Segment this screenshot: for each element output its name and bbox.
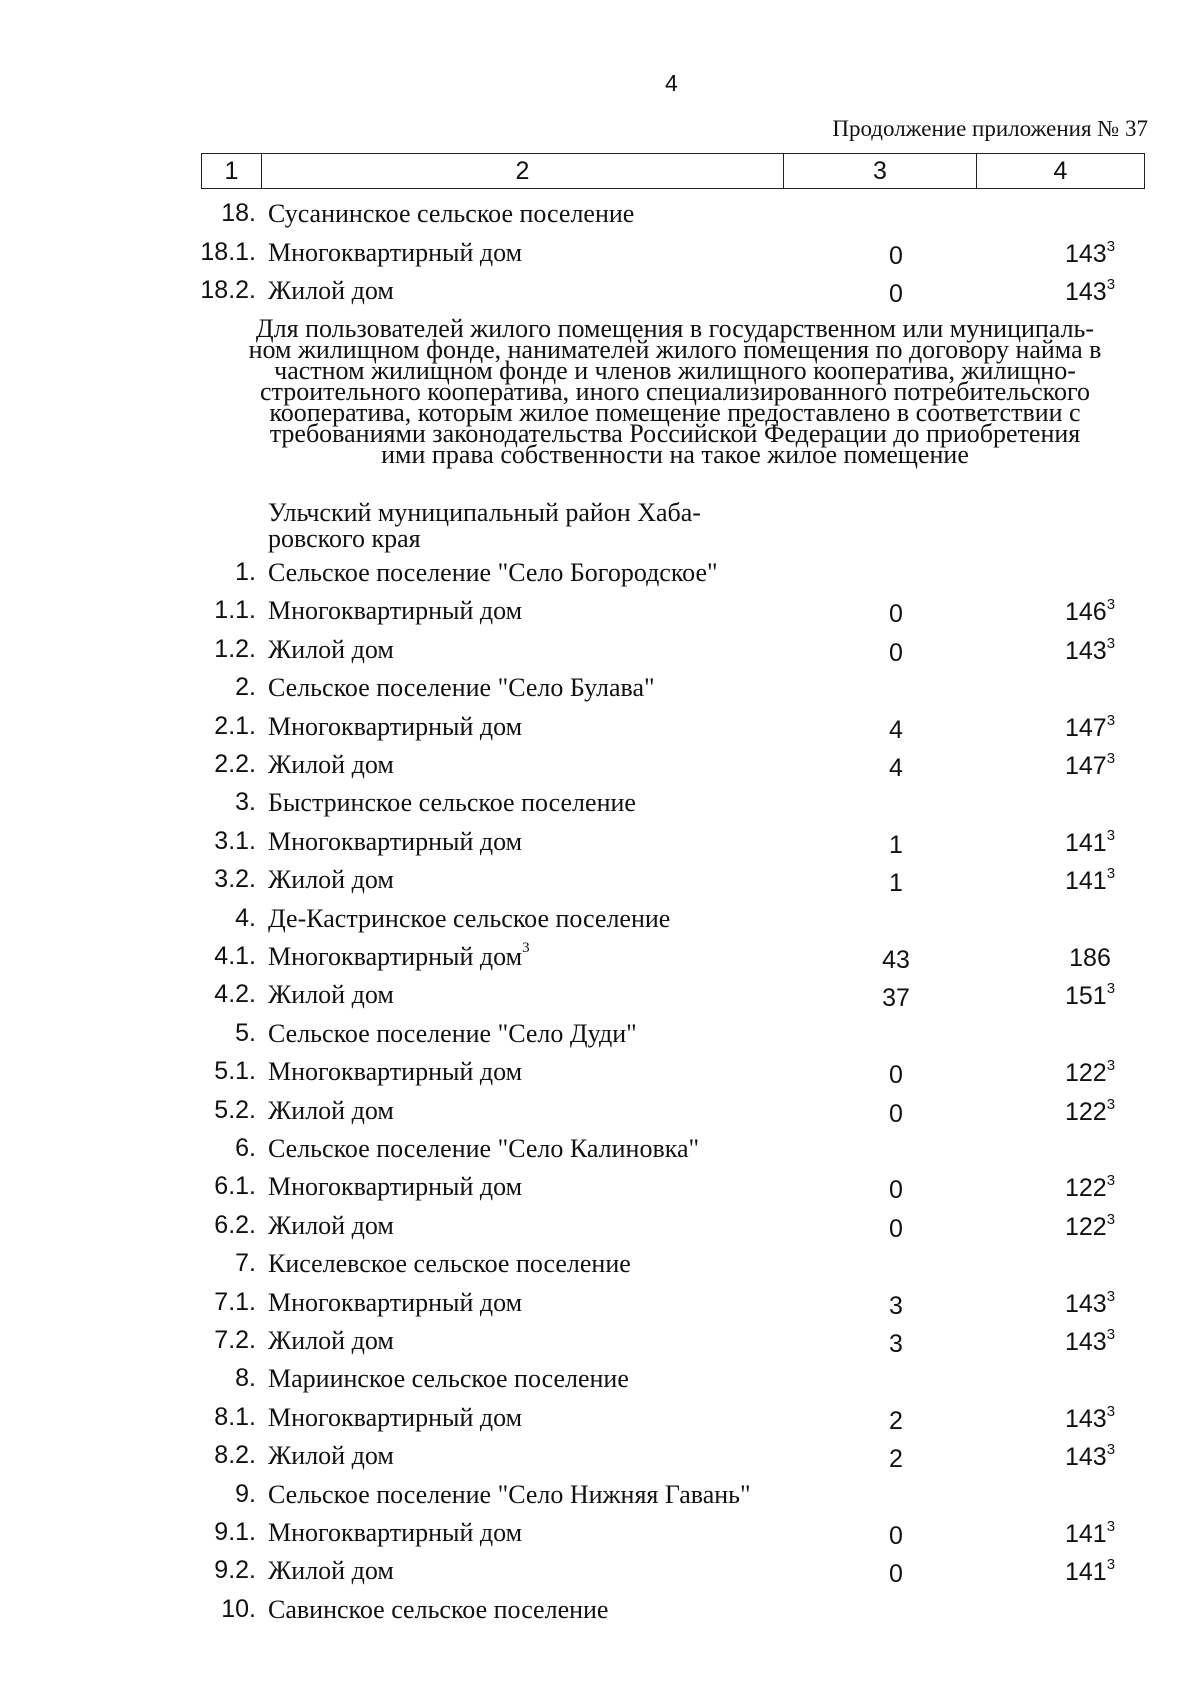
row-value-col4: [1025, 1059, 1155, 1088]
row-value-col3: 2: [889, 1406, 903, 1435]
row-number: 7.: [235, 1249, 256, 1278]
table-row: [0, 750, 1200, 788]
table-row: [0, 673, 1200, 711]
row-label-text: Быстринское сельское поселение: [268, 788, 636, 818]
table-row: [0, 788, 1200, 826]
row-label-text: Жилой дом: [268, 1441, 394, 1471]
table-row: [0, 1057, 1200, 1095]
row-number: 2.1.: [214, 711, 256, 740]
row-number: 1.1.: [214, 596, 256, 625]
table-row: [0, 942, 1200, 980]
note-line: строительного кооператива, иного специализированного потребительского: [259, 377, 1091, 406]
table-row: [0, 1556, 1200, 1594]
row-number: 7.1.: [214, 1287, 256, 1316]
row-label-text: Жилой дом: [268, 865, 394, 895]
note-line: кооператива, которым жилое помещение предоставлено в соответствии с: [269, 398, 1081, 427]
row-number: 4.1.: [214, 942, 256, 970]
table-row: [0, 1326, 1200, 1364]
footnote-mark: 3: [1106, 1057, 1116, 1075]
header-col-1: 1: [202, 154, 262, 188]
footnote-mark: 3: [522, 940, 530, 956]
row-value-col4-text: 141: [1064, 1520, 1107, 1548]
row-label-text: Многоквартирный дом: [268, 1057, 523, 1087]
row-label-text: Сельское поселение "Село Булава": [268, 673, 655, 703]
row-label-text: Многоквартирный дом: [268, 1287, 523, 1317]
row-number: 5.: [235, 1018, 256, 1047]
row-value-col4: [1025, 237, 1155, 269]
row-label: [268, 1326, 394, 1356]
row-number: 6.1.: [214, 1172, 256, 1201]
row-number: 8.2.: [214, 1441, 256, 1470]
header-col-2: 2: [262, 154, 784, 188]
table-row: [0, 712, 1200, 750]
table-row: [0, 1096, 1200, 1134]
header-col-3: 3: [784, 154, 977, 188]
row-number: 4.2.: [214, 980, 256, 1009]
row-value-col4-text: 141: [1064, 828, 1107, 857]
row-value-col3: 0: [889, 600, 903, 629]
note-line: требованиями законодательства Российской Федерации до приобретения: [269, 419, 1081, 448]
district-title: [268, 500, 701, 552]
row-label-text: Жилой дом: [268, 634, 394, 664]
table-row: [0, 199, 1200, 237]
footnote-mark: 3: [1106, 1210, 1116, 1228]
table-row: [0, 1134, 1200, 1172]
footnote-mark: 3: [1106, 1287, 1116, 1305]
row-label-text: Сельское поселение "Село Калиновка": [268, 1134, 700, 1163]
row-value-col4: [1025, 752, 1155, 781]
row-label-text: Савинское сельское поселение: [268, 1594, 609, 1624]
table-row: [0, 596, 1200, 634]
table-row: [0, 980, 1200, 1018]
note-line: ими права собственности на такое жилое помещение: [381, 440, 969, 469]
table-row: [0, 1480, 1200, 1518]
row-label: [268, 238, 522, 268]
row-number: 3.: [235, 788, 256, 817]
row-label-text: Многоквартирный дом: [268, 1172, 523, 1202]
table-row: [0, 1403, 1200, 1441]
row-label-text: Мариинское сельское поселение: [268, 1364, 629, 1394]
row-label: [268, 558, 718, 588]
row-value-col4: [1025, 982, 1155, 1011]
row-label: [268, 865, 394, 895]
row-label: [268, 980, 394, 1010]
row-value-col3: 4: [889, 715, 903, 744]
row-value-col3: 0: [889, 1099, 903, 1128]
footnote-mark: 3: [1106, 711, 1116, 729]
row-label: [268, 1249, 631, 1279]
row-label: [268, 788, 636, 818]
row-number: 1.2.: [214, 634, 256, 663]
table-row: [0, 238, 1200, 276]
row-label-text: Сусанинское сельское поселение: [268, 199, 635, 228]
footnote-mark: 3: [1106, 1095, 1116, 1113]
row-label-text: Сельское поселение "Село Дуди": [268, 1018, 637, 1048]
row-value-col4: [1025, 944, 1155, 973]
table-row: [0, 1172, 1200, 1210]
row-number: 18.1.: [200, 237, 256, 266]
row-value-col4-text: 146: [1064, 598, 1107, 627]
row-value-col4-text: 143: [1064, 1443, 1107, 1472]
row-label: [268, 1518, 522, 1548]
row-number: 5.1.: [214, 1057, 256, 1086]
row-value-col3: 2: [889, 1445, 903, 1474]
row-value-col4-text: 122: [1064, 1059, 1107, 1088]
row-label-text: Жилой дом: [268, 1095, 394, 1125]
row-number: 9.2.: [214, 1556, 256, 1585]
row-label-text: Жилой дом: [268, 276, 394, 305]
row-value-col4-text: 141: [1064, 1558, 1107, 1587]
row-value-col4: [1025, 598, 1155, 627]
row-label: [268, 1134, 699, 1164]
row-value-col4: [1025, 867, 1155, 896]
row-number: 7.2.: [214, 1326, 256, 1354]
row-value-col3: 0: [889, 1214, 903, 1243]
row-value-col4: [1025, 711, 1155, 743]
row-label-text: Жилой дом: [268, 980, 394, 1010]
row-label-text: Многоквартирный дом: [268, 596, 523, 626]
row-label: [268, 1595, 608, 1625]
note-line: ном жилищном фонде, нанимателей жилого помещения по договору найма в: [248, 335, 1102, 364]
row-value-col3: 0: [889, 1522, 903, 1550]
row-label: [268, 1288, 522, 1318]
row-label: [268, 942, 530, 972]
table-row: [0, 827, 1200, 865]
table-row: [0, 1019, 1200, 1057]
row-value-col4: [1025, 1174, 1155, 1203]
row-value-col3: 0: [889, 1560, 903, 1589]
row-value-col4-text: 122: [1064, 1097, 1107, 1126]
row-label: [268, 276, 394, 306]
row-value-col4: [1025, 826, 1155, 858]
row-value-col4-text: 147: [1064, 713, 1107, 742]
row-label: [268, 1556, 394, 1586]
row-number: 9.1.: [214, 1518, 256, 1546]
row-label: [268, 1480, 751, 1510]
row-number: 3.2.: [214, 865, 256, 894]
row-label: [268, 1441, 394, 1471]
row-value-col3: 3: [889, 1291, 903, 1320]
row-label-text: Сельское поселение "Село Богородское": [268, 558, 718, 587]
row-number: 18.: [221, 199, 256, 227]
row-number: 4.: [235, 903, 256, 932]
row-label: [268, 673, 655, 703]
table-row: [0, 1211, 1200, 1249]
table-header: [201, 153, 1145, 189]
note-line: Для пользователей жилого помещения в государственном или муниципаль-: [255, 314, 1095, 343]
row-value-col3: 0: [889, 241, 903, 270]
row-value-col4: [1025, 1402, 1155, 1434]
row-value-col4-text: 143: [1064, 1328, 1107, 1356]
table-row: [0, 1595, 1200, 1633]
row-label: [268, 1019, 637, 1049]
row-number: 10.: [221, 1594, 256, 1623]
row-value-col4: [1025, 1558, 1155, 1587]
row-value-col4-text: 143: [1064, 239, 1107, 268]
district-line: ровского края: [268, 524, 421, 553]
footnote-mark: 3: [1106, 237, 1116, 255]
row-label: [268, 750, 394, 780]
footnote-mark: 3: [1106, 596, 1116, 614]
row-label: [268, 1057, 522, 1087]
row-label: [268, 904, 670, 934]
row-value-col3: 1: [889, 869, 903, 898]
row-value-col4: [1025, 1520, 1155, 1549]
row-label-text: Де-Кастринское сельское поселение: [268, 903, 671, 933]
row-number: 18.2.: [200, 276, 256, 304]
row-value-col3: 43: [882, 946, 910, 974]
row-value-col3: 0: [889, 280, 903, 308]
row-value-col4-text: 151: [1064, 982, 1107, 1011]
row-value-col3: 1: [889, 830, 903, 859]
row-label-text: Жилой дом: [268, 1326, 394, 1355]
row-number: 2.: [235, 673, 256, 702]
continuation-label: Продолжение приложения № 37: [832, 116, 1148, 141]
row-label-text: Киселевское сельское поселение: [268, 1249, 631, 1279]
row-label: [268, 1096, 394, 1126]
row-value-col3: 0: [889, 638, 903, 667]
footnote-mark: 3: [1106, 865, 1116, 883]
row-label: [268, 827, 522, 857]
row-value-col4-text: 122: [1064, 1212, 1107, 1241]
row-label-text: Сельское поселение "Село Нижняя Гавань": [268, 1479, 751, 1509]
row-value-col3: 0: [889, 1176, 903, 1205]
row-number: 2.2.: [214, 750, 256, 778]
row-number: 6.2.: [214, 1210, 256, 1239]
page-number: 4: [665, 70, 678, 96]
row-label: [268, 712, 522, 742]
table-row: [0, 865, 1200, 903]
table-row: [0, 1441, 1200, 1479]
row-label-text: Многоквартирный дом: [268, 942, 523, 971]
row-value-col4: [1025, 1328, 1155, 1357]
row-value-col4-text: 122: [1064, 1174, 1107, 1203]
row-number: 1.: [235, 558, 256, 586]
row-value-col4-text: 143: [1064, 1404, 1107, 1433]
row-value-col4-text: 141: [1064, 867, 1107, 896]
row-label-text: Многоквартирный дом: [268, 711, 523, 741]
row-label: [268, 635, 394, 665]
row-value-col3: 4: [889, 754, 903, 782]
footnote-mark: 3: [1106, 1518, 1116, 1535]
row-label-text: Многоквартирный дом: [268, 1518, 523, 1547]
row-value-col3: 0: [889, 1061, 903, 1090]
row-label: [268, 199, 634, 229]
row-label-text: Многоквартирный дом: [268, 826, 523, 856]
row-value-col3: 37: [882, 984, 910, 1013]
row-label-text: Многоквартирный дом: [268, 1402, 523, 1432]
row-label: [268, 596, 522, 626]
row-label-text: Жилой дом: [268, 1210, 394, 1240]
table-row: [0, 1364, 1200, 1402]
footnote-mark: 3: [1106, 1556, 1116, 1574]
row-label-text: Многоквартирный дом: [268, 237, 523, 267]
row-value-col4: [1025, 1287, 1155, 1319]
row-number: 3.1.: [214, 826, 256, 855]
row-number: 5.2.: [214, 1095, 256, 1124]
row-value-col4: [1025, 1443, 1155, 1472]
row-value-col4-text: 143: [1064, 278, 1107, 306]
footnote-mark: 3: [1106, 1326, 1116, 1343]
row-value-col4: [1025, 1210, 1155, 1242]
row-label: [268, 1211, 394, 1241]
header-col-4: 4: [1053, 156, 1068, 185]
footnote-mark: 3: [1106, 826, 1116, 844]
district-line: Ульчский муниципальный район Хаба-: [268, 498, 701, 527]
note-line: частном жилищном фонде и членов жилищного кооператива, жилищно-: [274, 356, 1076, 385]
row-value-col4-text: 143: [1064, 636, 1107, 665]
row-value-col3: 3: [889, 1330, 903, 1358]
row-number: 9.: [235, 1479, 256, 1508]
footnote-mark: 3: [1106, 980, 1116, 998]
row-value-col4-text: 186: [1069, 944, 1111, 972]
row-number: 8.: [235, 1364, 256, 1393]
row-label-text: Жилой дом: [268, 1556, 394, 1586]
row-value-col4: [1025, 634, 1155, 666]
table-row: [0, 1249, 1200, 1287]
footnote-mark: 3: [1106, 1172, 1116, 1190]
table-row: [0, 276, 1200, 314]
footnote-mark: 3: [1106, 1402, 1116, 1420]
footnote-mark: 3: [1106, 750, 1116, 767]
row-value-col4: [1025, 1095, 1155, 1127]
row-label-text: Жилой дом: [268, 750, 394, 779]
footnote-mark: 3: [1106, 276, 1116, 293]
table-row: [0, 1518, 1200, 1556]
row-label: [268, 1403, 522, 1433]
row-value-col4-text: 143: [1064, 1289, 1107, 1318]
row-value-col4-text: 147: [1064, 752, 1107, 780]
table-row: [0, 1288, 1200, 1326]
footnote-mark: 3: [1106, 1441, 1116, 1459]
row-number: 8.1.: [214, 1402, 256, 1431]
row-value-col4: [1025, 278, 1155, 307]
table-row: [0, 635, 1200, 673]
row-label: [268, 1172, 522, 1202]
table-row: [0, 558, 1200, 596]
footnote-mark: 3: [1106, 634, 1116, 652]
row-label: [268, 1364, 629, 1394]
note-paragraph: [205, 314, 1145, 469]
table-row: [0, 904, 1200, 942]
row-number: 6.: [235, 1134, 256, 1162]
